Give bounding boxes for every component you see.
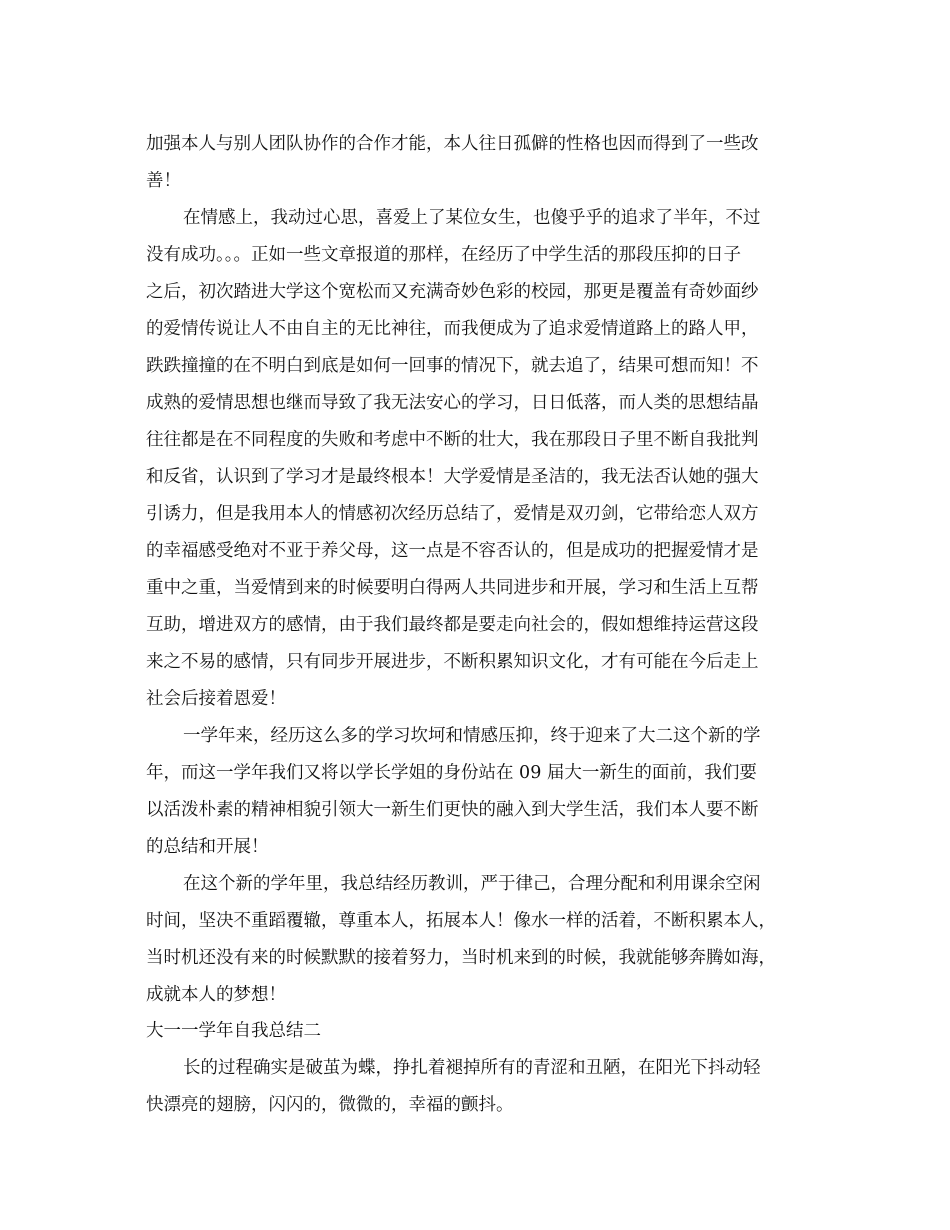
text-line: 快漂亮的翅膀，闪闪的，微微的，幸福的颤抖。 <box>146 1095 514 1115</box>
section-heading: 大一一学年自我总结二 <box>146 1021 321 1041</box>
text-line: 之后，初次踏进大学这个宽松而又充满奇妙色彩的校园，那更是覆盖有奇妙面纱 <box>146 282 759 302</box>
text-line: 重中之重，当爱情到来的时候要明白得两人共同进步和开展，学习和生活上互帮 <box>146 578 759 598</box>
text-line: 的总结和开展！ <box>146 837 269 857</box>
text-line: 以活泼朴素的精神相貌引领大一新生们更快的融入到大学生活，我们本人要不断 <box>146 800 759 820</box>
text-line: 当时机还没有来的时候默默的接着努力，当时机来到的时候，我就能够奔腾如海， <box>146 948 776 968</box>
text-line: 往往都是在不同程度的失败和考虑中不断的壮大，我在那段日子里不断自我批判 <box>146 430 759 450</box>
text-line: 社会后接着恩爱！ <box>146 689 286 709</box>
text-line: 引诱力，但是我用本人的情感初次经历总结了，爱情是双刃剑，它带给恋人双方 <box>146 504 759 524</box>
text-line: 和反省，认识到了学习才是最终根本！大学爱情是圣洁的，我无法否认她的强大 <box>146 467 759 487</box>
text-line: 加强本人与别人团队协作的合作才能，本人往日孤僻的性格也因而得到了一些改 <box>146 134 759 154</box>
text-line: 年，而这一学年我们又将以学长学姐的身份站在 09 届大一新生的面前，我们要 <box>146 763 757 783</box>
text-line: 时间，坚决不重蹈覆辙，尊重本人，拓展本人！像水一样的活着，不断积累本人， <box>146 911 776 931</box>
text-line: 跌跌撞撞的在不明白到底是如何一回事的情况下，就去追了，结果可想而知！不 <box>146 356 759 376</box>
text-line: 的爱情传说让人不由自主的无比神往，而我便成为了追求爱情道路上的路人甲， <box>146 319 759 339</box>
text-line: 互助，增进双方的感情，由于我们最终都是要走向社会的，假如想维持运营这段 <box>146 615 759 635</box>
paragraph-start-line: 在这个新的学年里，我总结经历教训，严于律己，合理分配和利用课余空闲 <box>183 874 761 894</box>
text-line: 成熟的爱情思想也继而导致了我无法安心的学习，日日低落，而人类的思想结晶 <box>146 393 759 413</box>
paragraph-start-line: 长的过程确实是破茧为蝶，挣扎着褪掉所有的青涩和丑陋，在阳光下抖动轻 <box>183 1058 761 1078</box>
text-line: 来之不易的感情，只有同步开展进步，不断积累知识文化，才有可能在今后走上 <box>146 652 759 672</box>
text-line: 的幸福感受绝对不亚于养父母，这一点是不容否认的，但是成功的把握爱情才是 <box>146 541 759 561</box>
text-line: 成就本人的梦想！ <box>146 985 286 1005</box>
text-line: 没有成功。。。正如一些文章报道的那样，在经历了中学生活的那段压抑的日子 <box>146 245 741 265</box>
paragraph-start-line: 一学年来，经历这么多的学习坎坷和情感压抑，终于迎来了大二这个新的学 <box>183 726 761 746</box>
text-line: 善！ <box>146 171 181 191</box>
paragraph-start-line: 在情感上，我动过心思，喜爱上了某位女生，也傻乎乎的追求了半年，不过 <box>183 208 761 228</box>
